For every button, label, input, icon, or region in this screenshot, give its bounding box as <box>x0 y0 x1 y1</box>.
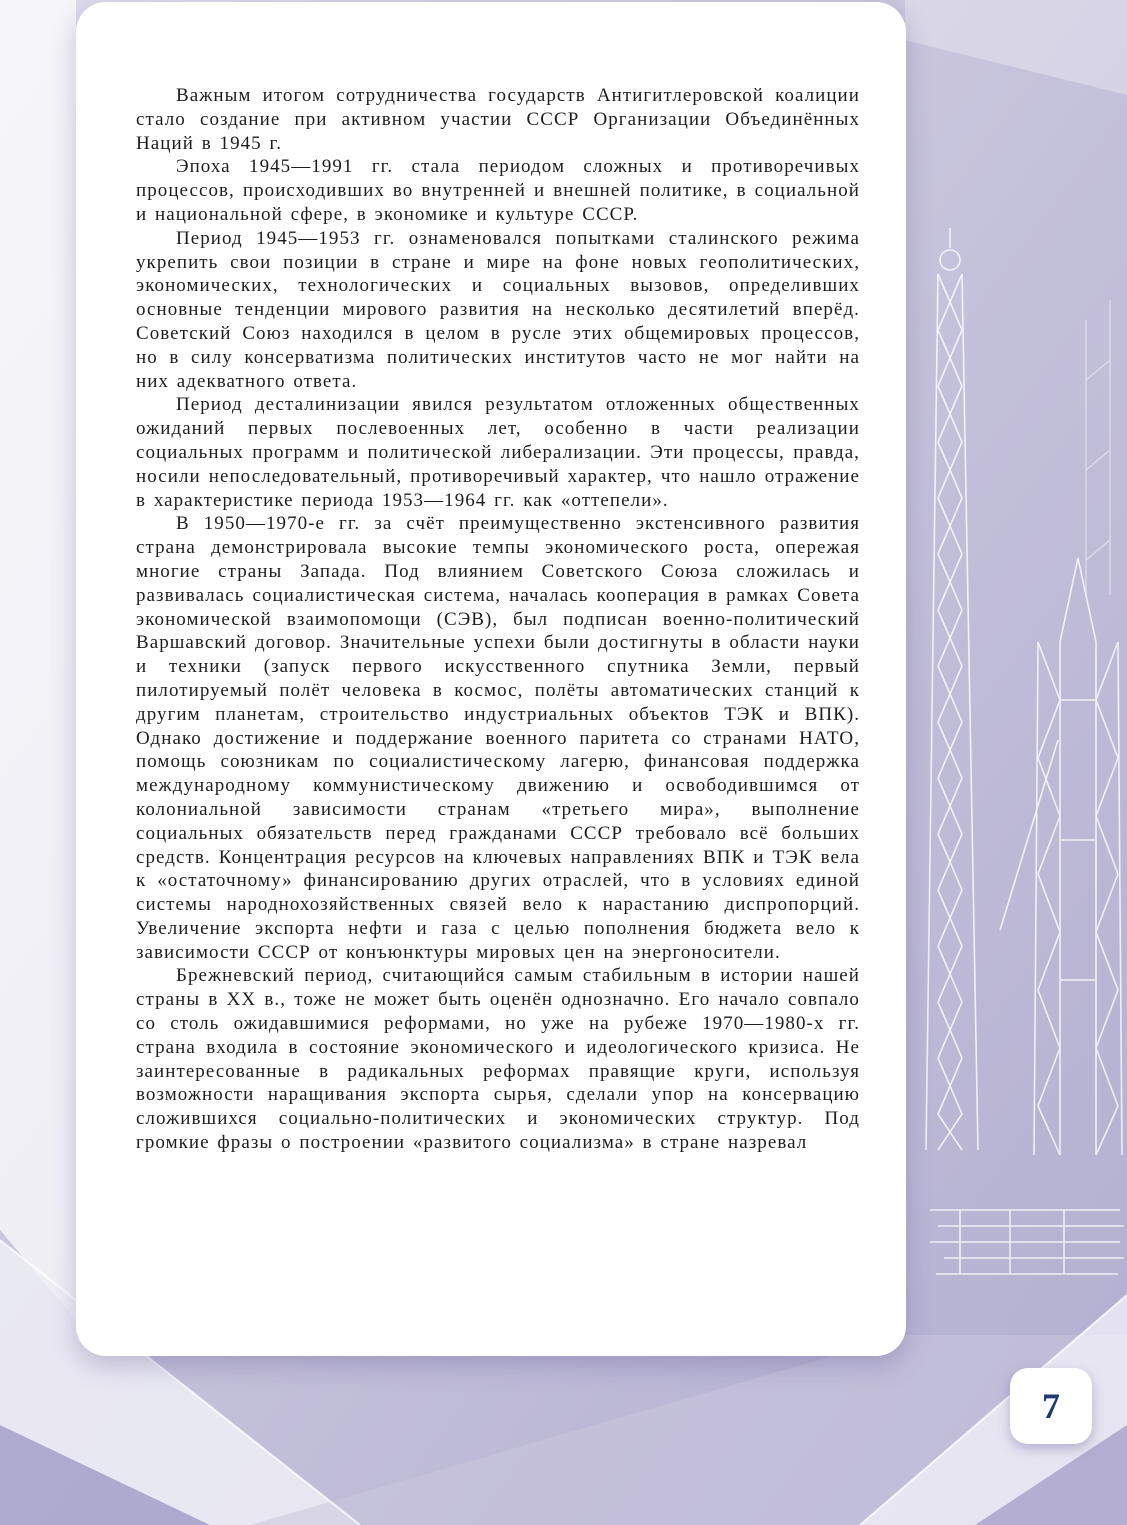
page-number-badge <box>1010 1368 1092 1444</box>
text-paragraph: Период 1945—1953 гг. ознаменовался попытками сталинского режима укрепить свои позиции в стране и мире на фоне новых геополитических, экономических, технологических и социальных вызовов, определивших основные тенденции мирового развития на несколько десятилетий вперёд. Советский Союз находился в целом в русле этих общемировых процессов, но в силу консерватизма политических институтов часто не мог найти на них адекватного ответа. <box>136 227 860 392</box>
text-paragraph: Важным итогом сотрудничества государств Антигитлеровской коалиции стало создание при активном участии СССР Организации Объединённых Наций в 1945 г. <box>136 85 860 154</box>
text-paragraph: Период десталинизации явился результатом отложенных общественных ожиданий первых послевоенных лет, особенно в части реализации социальных программ и политической либерализации. Эти процессы, правда, носили непоследовательный, противоречивый характер, что нашло отражение в характеристике периода 1953—1964 гг. как «оттепели». <box>136 394 860 511</box>
body-text <box>136 84 860 1155</box>
text-paragraph: Эпоха 1945—1991 гг. стала периодом сложных и противоречивых процессов, происходивших во внутренней и внешней политике, в социальной и национальной сфере, в экономике и культуре СССР. <box>136 156 860 225</box>
page-sheet <box>76 2 906 1356</box>
text-paragraph: В 1950—1970-е гг. за счёт преимущественно экстенсивного развития страна демонстрировала высокие темпы экономического роста, опережая многие страны Запада. Под влиянием Советского Союза сложилась и развивалась социалистическая система, началась кооперация в рамках Совета экономической взаимопомощи (СЭВ), был подписан военно-политический Варшавский договор. Значительные успехи были достигнуты в области науки и техники (запуск первого искусственного спутника Земли, первый пилотируемый полёт человека в космос, полёты автоматических станций к другим планетам, строительство индустриальных объектов ТЭК и ВПК). Однако достижение и поддержание военного паритета со странами НАТО, помощь союзникам по социалистическому лагерю, финансовая поддержка международному коммунистическому движению и освободившимся от колониальной зависимости странам «третьего мира», выполнение социальных обязательств перед гражданами СССР требовало всё больших средств. Концентрация ресурсов на ключевых направлениях ВПК и ТЭК вела к «остаточному» финансированию других отраслей, что в условиях единой системы народнохозяйственных связей вело к нарастанию диспропорций. Увеличение экспорта нефти и газа с целью пополнения бюджета вело к зависимости СССР от конъюнктуры мировых цен на энергоносители. <box>136 513 860 963</box>
page-number: 7 <box>1042 1386 1060 1426</box>
text-paragraph: Брежневский период, считающийся самым стабильным в истории нашей страны в XX в., тоже не может быть оценён однозначно. Его начало совпало со столь ожидавшимися реформами, но уже на рубеже 1970—1980-х гг. страна входила в состояние экономического и идеологического кризиса. Не заинтересованные в радикальных реформах правящие круги, используя возможности наращивания экспорта сырья, сделали упор на консервацию сложившихся социально-политических и экономических структур. Под громкие фразы о построении «развитого социализма» в стране назревал <box>136 965 860 1154</box>
